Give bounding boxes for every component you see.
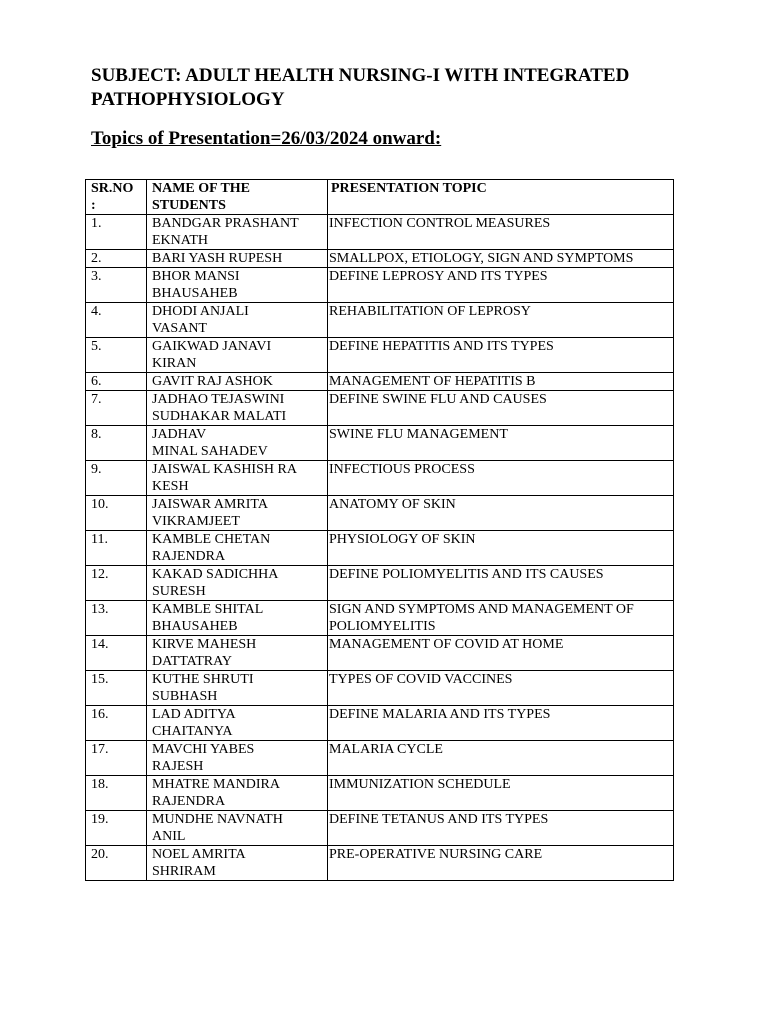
student-name-cell: KUTHE SHRUTI SUBHASH	[147, 671, 328, 706]
student-name-cell: JADHAV MINAL SAHADEV	[147, 426, 328, 461]
table-row	[86, 776, 674, 811]
table-row	[86, 531, 674, 566]
table-row	[86, 426, 674, 461]
student-name-cell: DHODI ANJALI VASANT	[147, 303, 328, 338]
sr-no-cell: 16.	[86, 706, 147, 741]
student-name-cell: MUNDHE NAVNATH ANIL	[147, 811, 328, 846]
topic-cell: TYPES OF COVID VACCINES	[328, 671, 674, 706]
column-header-presentation-topic: PRESENTATION TOPIC	[328, 180, 674, 215]
table-row	[86, 706, 674, 741]
topic-cell: DEFINE LEPROSY AND ITS TYPES	[328, 268, 674, 303]
student-name-cell: JAISWAR AMRITA VIKRAMJEET	[147, 496, 328, 531]
topic-cell: PRE-OPERATIVE NURSING CARE	[328, 846, 674, 881]
student-name-cell: JADHAO TEJASWINI SUDHAKAR MALATI	[147, 391, 328, 426]
student-name-cell: GAIKWAD JANAVI KIRAN	[147, 338, 328, 373]
student-name-cell: BHOR MANSI BHAUSAHEB	[147, 268, 328, 303]
sr-no-cell: 5.	[86, 338, 147, 373]
topic-cell: MALARIA CYCLE	[328, 741, 674, 776]
student-name-cell: LAD ADITYA CHAITANYA	[147, 706, 328, 741]
student-name-cell: NOEL AMRITA SHRIRAM	[147, 846, 328, 881]
sr-no-cell: 12.	[86, 566, 147, 601]
topic-cell: MANAGEMENT OF HEPATITIS B	[328, 373, 674, 391]
student-name-cell: BARI YASH RUPESH	[147, 250, 328, 268]
column-header-student-name: NAME OF THE STUDENTS	[147, 180, 328, 215]
sr-no-cell: 1.	[86, 215, 147, 250]
student-name-cell: KAMBLE SHITAL BHAUSAHEB	[147, 601, 328, 636]
column-header-sr-no: SR.NO :	[86, 180, 147, 215]
subject-heading: SUBJECT: ADULT HEALTH NURSING-I WITH INTEGRATED PATHOPHYSIOLOGY	[91, 65, 630, 110]
sr-no-cell: 4.	[86, 303, 147, 338]
topic-cell: INFECTIOUS PROCESS	[328, 461, 674, 496]
topic-cell: IMMUNIZATION SCHEDULE	[328, 776, 674, 811]
table-row	[86, 250, 674, 268]
presentation-table	[85, 179, 674, 881]
topic-cell: DEFINE TETANUS AND ITS TYPES	[328, 811, 674, 846]
table-row	[86, 811, 674, 846]
topics-heading: Topics of Presentation=26/03/2024 onward:	[91, 128, 442, 149]
topic-cell: REHABILITATION OF LEPROSY	[328, 303, 674, 338]
topic-cell: DEFINE POLIOMYELITIS AND ITS CAUSES	[328, 566, 674, 601]
sr-no-cell: 3.	[86, 268, 147, 303]
table-row	[86, 338, 674, 373]
table-row	[86, 671, 674, 706]
topic-cell: SMALLPOX, ETIOLOGY, SIGN AND SYMPTOMS	[328, 250, 674, 268]
student-name-cell: MHATRE MANDIRA RAJENDRA	[147, 776, 328, 811]
table-row	[86, 601, 674, 636]
sr-no-cell: 15.	[86, 671, 147, 706]
student-name-cell: MAVCHI YABES RAJESH	[147, 741, 328, 776]
table-row	[86, 303, 674, 338]
sr-no-cell: 14.	[86, 636, 147, 671]
sr-no-cell: 8.	[86, 426, 147, 461]
topic-cell: PHYSIOLOGY OF SKIN	[328, 531, 674, 566]
sr-no-cell: 17.	[86, 741, 147, 776]
topic-cell: DEFINE SWINE FLU AND CAUSES	[328, 391, 674, 426]
table-row	[86, 846, 674, 881]
student-name-cell: GAVIT RAJ ASHOK	[147, 373, 328, 391]
table-row	[86, 461, 674, 496]
table-row	[86, 391, 674, 426]
topic-cell: ANATOMY OF SKIN	[328, 496, 674, 531]
table-row	[86, 268, 674, 303]
topic-cell: SIGN AND SYMPTOMS AND MANAGEMENT OF POLIOMYELITIS	[328, 601, 674, 636]
topic-cell: MANAGEMENT OF COVID AT HOME	[328, 636, 674, 671]
topic-cell: INFECTION CONTROL MEASURES	[328, 215, 674, 250]
topic-cell: DEFINE MALARIA AND ITS TYPES	[328, 706, 674, 741]
topic-cell: DEFINE HEPATITIS AND ITS TYPES	[328, 338, 674, 373]
table-row	[86, 373, 674, 391]
table-header-row	[86, 180, 674, 215]
student-name-cell: KAMBLE CHETAN RAJENDRA	[147, 531, 328, 566]
sr-no-cell: 20.	[86, 846, 147, 881]
table-row	[86, 566, 674, 601]
table-row	[86, 636, 674, 671]
student-name-cell: KAKAD SADICHHA SURESH	[147, 566, 328, 601]
sr-no-cell: 13.	[86, 601, 147, 636]
sr-no-cell: 6.	[86, 373, 147, 391]
sr-no-cell: 19.	[86, 811, 147, 846]
sr-no-cell: 18.	[86, 776, 147, 811]
sr-no-cell: 11.	[86, 531, 147, 566]
table-row	[86, 741, 674, 776]
student-name-cell: BANDGAR PRASHANT EKNATH	[147, 215, 328, 250]
sr-no-cell: 7.	[86, 391, 147, 426]
sr-no-cell: 10.	[86, 496, 147, 531]
table-row	[86, 215, 674, 250]
sr-no-cell: 2.	[86, 250, 147, 268]
student-name-cell: JAISWAL KASHISH RA KESH	[147, 461, 328, 496]
table-row	[86, 496, 674, 531]
topic-cell: SWINE FLU MANAGEMENT	[328, 426, 674, 461]
sr-no-cell: 9.	[86, 461, 147, 496]
student-name-cell: KIRVE MAHESH DATTATRAY	[147, 636, 328, 671]
